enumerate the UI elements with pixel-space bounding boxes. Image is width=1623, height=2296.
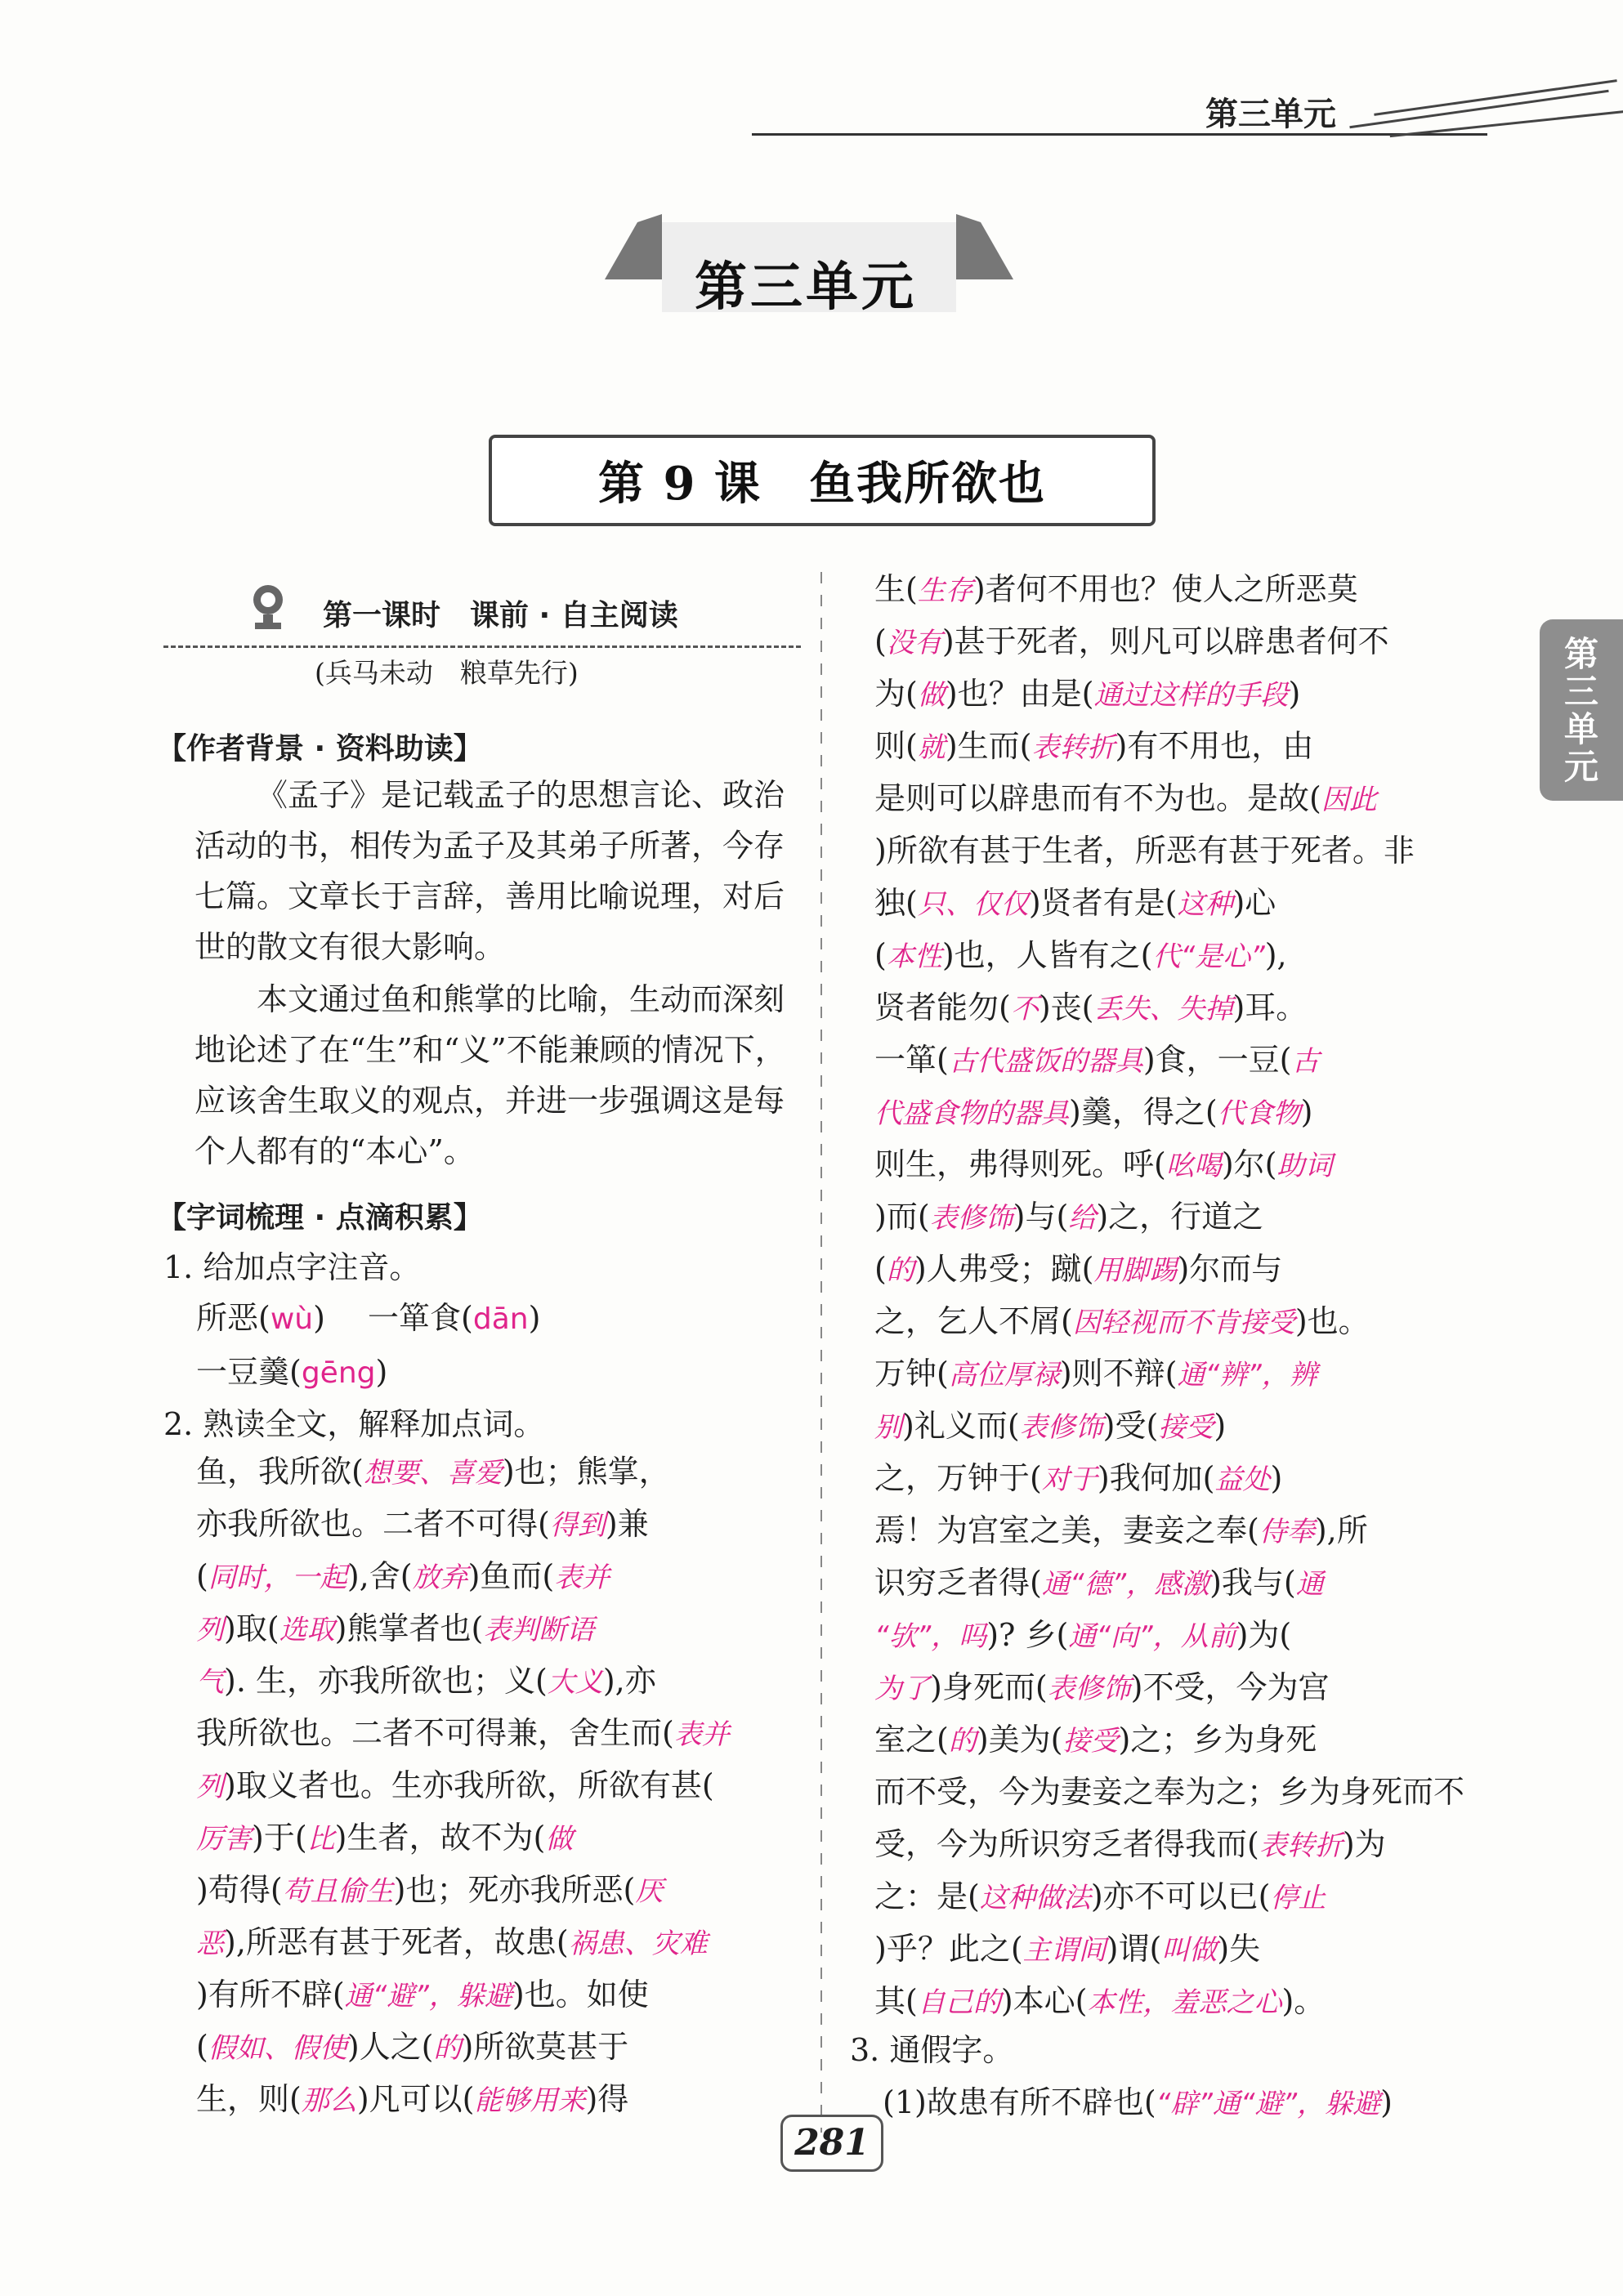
answer: 的 [433,2032,462,2065]
answer: 代食物 [1217,1097,1301,1130]
line-text: )人之( [347,2029,434,2065]
unit-title: 第三单元 [695,257,917,318]
line-text: ( [196,2029,208,2065]
answer: 气 [196,1666,224,1699]
question-3: 3. 通假字。 [850,2032,1014,2068]
answer: 厌 [635,1875,664,1908]
answer: 厉害 [196,1823,252,1856]
answer: 吆喝 [1165,1150,1222,1182]
answer: 通“德”，感激 [1041,1568,1210,1601]
line-text: ), [1264,937,1287,973]
answer: 列 [196,1771,224,1803]
answer: 放弃 [412,1561,468,1594]
answer: 同时，一起 [208,1561,347,1594]
line-text: )也。 [1294,1303,1370,1339]
line-text: ( [196,1558,208,1594]
answer: 表转折 [1259,1829,1343,1862]
exercise-line [874,1400,1226,1445]
line-text: )熊掌者也( [334,1610,484,1646]
line-text: )为 [1342,1826,1386,1862]
exercise-line [874,1610,1291,1655]
exercise-line [874,1819,1386,1864]
line-text: )。 [1281,1983,1326,2019]
line-text: )不受，今为宫 [1130,1669,1330,1705]
exercise-line [196,1708,730,1753]
exercise-line [196,1760,714,1805]
line-text: )取义者也。生亦我所欲，所欲有甚( [224,1767,714,1803]
exercise-line [874,721,1313,766]
exercise-line [874,1244,1282,1289]
answer: 做 [545,1823,574,1856]
line-text: ) [1300,1094,1313,1130]
line-text: 万钟( [874,1356,949,1391]
exercise-line [874,1191,1263,1236]
line-text: 亦我所欲也。二者不可得( [196,1506,550,1542]
answer: “辟”通“避”，躲避 [1156,2088,1381,2120]
line-text: ) [1288,676,1301,712]
exercise-line [874,1662,1329,1707]
question-1: 1. 给加点字注音。 [163,1249,421,1285]
answer: 通“向”，从前 [1068,1620,1236,1653]
answer: 代盛食物的器具 [874,1097,1069,1130]
answer: 接受 [1062,1725,1119,1758]
side-tab-label: 第三单元 [1563,634,1598,787]
line-text: 其( [874,1983,918,2019]
answer: 侍奉 [1259,1516,1315,1548]
line-text: )礼义而( [902,1408,1020,1444]
answer: 给 [1068,1202,1097,1235]
line-text: )凡可以( [356,2081,475,2117]
column-divider [809,572,834,2133]
line-text: ),所恶有甚于死者，故患( [224,1924,569,1960]
answer: 就 [917,731,946,764]
answer: 别 [874,1411,902,1444]
line-text: 贤者能勿( [874,989,1011,1025]
answer: 恶 [196,1927,224,1960]
line-text: ( [874,1251,887,1287]
page-number: 281 [780,2115,883,2172]
answer: 助词 [1276,1150,1333,1182]
line-text: 是则可以辟患而有不为也。是故( [874,780,1321,816]
line-text: )也？由是( [945,676,1094,712]
exercise-line [874,1871,1326,1916]
line-text: 之，乞人不屑( [874,1303,1073,1339]
line-text: )心 [1232,885,1276,921]
answer: 这种做法 [979,1882,1091,1914]
line-text: ). 生，亦我所欲也；义( [224,1663,548,1699]
line-text: )乎？此之( [874,1931,1023,1967]
answer: 那么 [301,2084,357,2117]
line-text: )则不辩( [1059,1356,1178,1391]
answer: 想要、喜爱 [363,1457,503,1490]
line-text: )尔( [1221,1146,1277,1182]
answer: 没有 [886,627,942,659]
answer: 本性 [886,940,942,973]
exercise-line [874,1767,1464,1811]
answer: 苟且偷生 [282,1875,394,1908]
line-text: )取( [224,1610,279,1646]
answer: 因此 [1321,784,1377,816]
answer: 生存 [917,574,973,607]
answer: 代“是心” [1152,940,1265,973]
answer: 得到 [549,1509,606,1542]
vocab-heading: 【字词梳理 · 点滴积累】 [157,1201,483,1235]
exercise-line [874,982,1307,1027]
exercise-line [874,1139,1332,1184]
line-text: 焉！为宫室之美，妻妾之奉( [874,1512,1259,1548]
line-text: )甚于死者，则凡可以辟患者何不 [941,623,1389,659]
line-text: )贤者有是( [1028,885,1178,921]
line-text: 之：是( [874,1878,980,1914]
answer: 通“辨”，辨 [1177,1359,1317,1391]
header-deco-line [1374,79,1616,116]
line-text: )为( [1236,1617,1292,1653]
answer: 这种 [1177,888,1233,921]
exercise-line [874,1505,1368,1550]
answer: 的 [886,1254,914,1287]
answer: 古 [1291,1045,1320,1078]
answer: 比 [306,1823,335,1856]
line-text: )也。如使 [512,1977,649,2012]
answer: 通 [1295,1568,1324,1601]
answer: 不 [1010,993,1039,1025]
line-text: )我与( [1209,1565,1296,1601]
line-text: 为( [874,676,918,712]
exercise-line [874,564,1358,609]
answer: 用脚踢 [1093,1254,1178,1287]
exercise-line [196,1655,656,1700]
line-text: )受( [1102,1408,1159,1444]
line-text: )而( [874,1199,930,1235]
answer: 高位厚禄 [948,1359,1060,1391]
line-text: 则生，弗得则死。呼( [874,1146,1166,1182]
line-text: )所欲莫甚于 [461,2029,629,2065]
exercise-line [874,1348,1317,1393]
answer: 益处 [1214,1463,1271,1496]
pinyin-item: 一豆羹(gēng) [196,1354,388,1390]
answer: 主谓间 [1022,1934,1107,1967]
section-subtitle: (兵马未动 粮草先行) [315,657,579,689]
exercise-line [196,1917,708,1962]
line-text: 则( [874,728,918,764]
exercise-line [874,773,1377,818]
exercise-line [196,2021,628,2066]
answer: 为了 [874,1673,930,1705]
line-text: )美为( [976,1722,1063,1758]
exercise-line [874,825,1415,870]
line-text: )鱼而( [467,1558,555,1594]
exercise-line [196,1812,573,1857]
line-text: )兼 [605,1506,649,1542]
exercise-line [874,1557,1324,1602]
line-text: 生( [874,571,918,607]
line-text: ( [874,623,887,659]
answer: 表修饰 [1047,1673,1131,1705]
answer: 的 [948,1725,977,1758]
line-text: ) [1214,1408,1227,1444]
line-text: 识穷乏者得( [874,1565,1042,1601]
answer: 本性，羞恶之心 [1087,1986,1282,2019]
section-divider [163,645,801,648]
line-text: ) [1270,1460,1283,1496]
exercise-line [874,668,1300,713]
exercise-line [196,1969,649,2014]
line-text: )苟得( [196,1872,283,1908]
line-text: )谓( [1106,1931,1162,1967]
header-rule [752,133,1487,136]
exercise-line [874,1976,1325,2021]
answer: 丢失、失掉 [1093,993,1233,1025]
line-text: )所欲有甚于生者，所恶有甚于死者。非 [874,833,1415,869]
exercise-line [874,1714,1317,1759]
line-text: )之；乡为身死 [1118,1722,1317,1758]
question-2: 2. 熟读全文，解释加点词。 [163,1406,545,1442]
line-text: )于( [252,1820,307,1856]
answer: 通“避”，躲避 [344,1980,512,2012]
pinyin-answer: wù [270,1302,314,1336]
line-text: )羹，得之( [1069,1094,1218,1130]
answer: 祸患、灾难 [568,1927,708,1960]
answer: 表并 [673,1718,730,1751]
line-text: )本心( [1000,1983,1088,2019]
line-text: )有所不辟( [196,1977,345,2012]
exercise-line [874,878,1276,922]
line-text: )得 [585,2081,629,2117]
section-title: 第一课时 课前 · 自主阅读 [323,599,678,632]
exercise-line [196,1603,594,1648]
answer: 列 [196,1614,224,1646]
answer: “欤”，吗 [874,1620,987,1653]
line-text: )我何加( [1097,1460,1215,1496]
line-text: )生者，故不为( [334,1820,546,1856]
answer: 表判断语 [483,1614,595,1646]
answer: 古代盛饭的器具 [948,1045,1143,1078]
answer: 因轻视而不肯接受 [1072,1307,1295,1339]
line-text: )失 [1217,1931,1261,1967]
answer: 表修饰 [929,1202,1013,1235]
line-text: )也；熊掌， [502,1454,670,1490]
exercise-line [196,1499,649,1543]
exercise-line [196,1551,610,1596]
pinyin-answer: dān [472,1302,529,1336]
answer: 能够用来 [474,2084,586,2117]
line-text: 独( [874,885,918,921]
line-text: )也，人皆有之( [941,937,1153,973]
line-text: 而不受，今为妻妾之奉为之；乡为身死而不 [874,1774,1465,1810]
answer: 表转折 [1031,731,1116,764]
line-text: ),亦 [602,1663,656,1699]
line-text: )尔而与 [1177,1251,1283,1287]
line-text: )有不用也，由 [1115,728,1314,764]
line-text: )丧( [1038,989,1094,1025]
line-text: ),所 [1314,1512,1368,1548]
answer: 大义 [547,1666,603,1699]
line-text: )食，一豆( [1142,1042,1292,1078]
answer: 停止 [1270,1882,1326,1914]
answer: 自己的 [917,1986,1001,2019]
background-paragraph: 《孟子》是记载孟子的思想言论、政治活动的书，相传为孟子及其弟子所著，今存七篇。文章长于言辞，善用比喻说理，对后世的散文有很大影响。 [194,777,785,965]
line-text: 之，万钟于( [874,1460,1042,1496]
header-unit: 第三单元 [1205,96,1336,133]
line-text: ),舍( [347,1558,413,1594]
tongjia-item: (1)故患有所不辟也(“辟”通“避”，躲避) [883,2084,1393,2120]
exercise-line [874,1034,1319,1079]
header-deco-line [1349,90,1608,129]
line-text: 生，则( [196,2081,302,2117]
answer: 接受 [1158,1411,1214,1444]
line-text: 我所欲也。二者不可得兼，舍生而( [196,1715,674,1751]
answer: 叫做 [1161,1934,1218,1967]
answer: 通过这样的手段 [1093,679,1289,712]
line-text: )? 乡( [986,1617,1069,1653]
exercise-line [874,1453,1282,1498]
line-text: )生而( [945,728,1032,764]
line-text: )之，行道之 [1096,1199,1264,1235]
trophy-icon [245,582,291,631]
exercise-line [874,616,1389,661]
answer: 做 [917,679,946,712]
line-text: 受，今为所识穷乏者得我而( [874,1826,1259,1862]
line-text: )身死而( [930,1669,1048,1705]
answer: 选取 [279,1614,335,1646]
line-text: )者何不用也？使人之所恶莫 [972,571,1358,607]
answer: 只、仅仅 [917,888,1029,921]
exercise-line [874,930,1287,975]
exercise-line [874,1296,1370,1341]
line-text: )人弗受；蹴( [914,1251,1094,1287]
answer: 假如、假使 [208,2032,347,2065]
exercise-line [874,1923,1260,1968]
pinyin-item: 所恶(wù) 一箪食(dān) [196,1300,541,1336]
exercise-line [196,1446,670,1491]
answer: 表修饰 [1019,1411,1103,1444]
line-text: 一箪( [874,1042,949,1078]
exercise-line [196,2074,628,2119]
answer: 表并 [554,1561,610,1594]
pinyin-answer: gēng [301,1356,376,1390]
background-heading: 【作者背景 · 资料助读】 [157,732,483,766]
line-text: 室之( [874,1722,949,1758]
line-text: ( [874,937,887,973]
line-text: 鱼，我所欲( [196,1454,364,1490]
exercise-line [874,1087,1312,1132]
header-deco-line [1390,110,1623,137]
line-text: )与( [1013,1199,1069,1235]
answer: 对于 [1041,1463,1098,1496]
exercise-line [196,1865,663,1910]
line-text: )亦不可以已( [1090,1878,1271,1914]
background-paragraph: 本文通过鱼和熊掌的比喻，生动而深刻地论述了在“生”和“义”不能兼顾的情况下，应该舍生取义的观点，并进一步强调这是每个人都有的“本心”。 [194,981,786,1169]
lesson-title: 第 9 课 鱼我所欲也 [598,457,1046,511]
line-text: )耳。 [1232,989,1308,1025]
line-text: )也；死亦我所恶( [393,1872,636,1908]
